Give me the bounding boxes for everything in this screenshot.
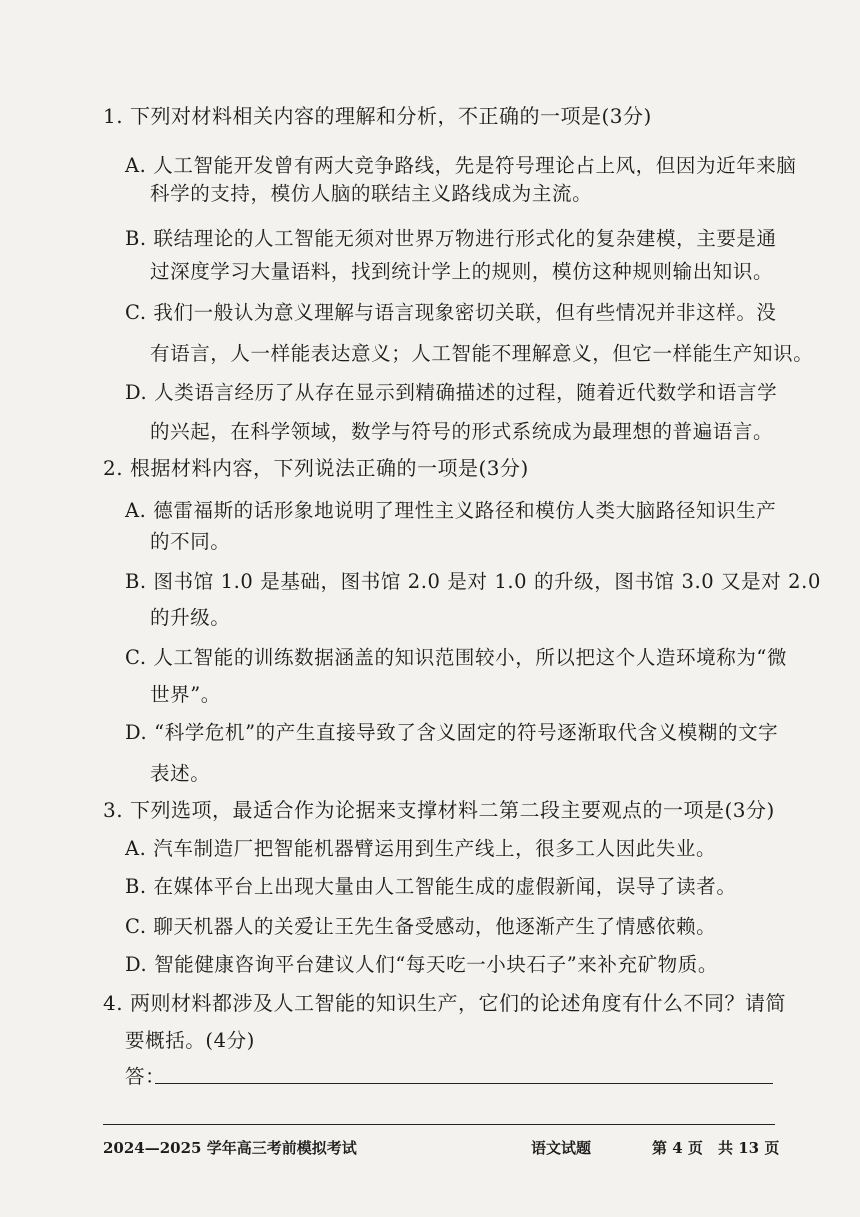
question-1-option-b-cont: 过深度学习大量语料，找到统计学上的规则，模仿这种规则输出知识。 bbox=[150, 260, 774, 283]
question-3-option-d: D. 智能健康咨询平台建议人们“每天吃一小块石子”来补充矿物质。 bbox=[125, 953, 718, 976]
question-2-option-b-cont: 的升级。 bbox=[150, 606, 231, 629]
question-1-option-c-cont: 有语言，人一样能表达意义；人工智能不理解意义，但它一样能生产知识。 bbox=[150, 342, 814, 365]
answer-line[interactable] bbox=[155, 1083, 773, 1084]
question-3-option-a: A. 汽车制造厂把智能机器臂运用到生产线上，很多工人因此失业。 bbox=[125, 837, 717, 860]
question-1-option-d-cont: 的兴起，在科学领域，数学与符号的形式系统成为最理想的普遍语言。 bbox=[150, 420, 774, 443]
footer-total-pages: 共 13 页 bbox=[718, 1139, 780, 1157]
footer-page-number: 第 4 页 bbox=[652, 1139, 703, 1157]
question-2-option-d-cont: 表述。 bbox=[150, 762, 211, 785]
question-1-option-a-cont: 科学的支持，模仿人脑的联结主义路线成为主流。 bbox=[150, 182, 593, 205]
question-1-option-b: B. 联结理论的人工智能无须对世界万物进行形式化的复杂建模，主要是通 bbox=[125, 227, 777, 250]
question-1-option-d: D. 人类语言经历了从存在显示到精确描述的过程，随着近代数学和语言学 bbox=[125, 381, 778, 404]
question-3-stem: 3. 下列选项，最适合作为论据来支撑材料二第二段主要观点的一项是(3分) bbox=[103, 798, 775, 822]
question-2-option-c-cont: 世界”。 bbox=[150, 683, 221, 706]
question-2-option-b: B. 图书馆 1.0 是基础，图书馆 2.0 是对 1.0 的升级，图书馆 3.0 又是对 2.0 bbox=[125, 570, 821, 593]
question-1-option-a: A. 人工智能开发曾有两大竞争路线，先是符号理论占上风，但因为近年来脑 bbox=[125, 154, 797, 177]
footer-divider bbox=[103, 1124, 775, 1125]
question-2-option-c: C. 人工智能的训练数据涵盖的知识范围较小，所以把这个人造环境称为“微 bbox=[125, 646, 788, 669]
question-3-option-c: C. 聊天机器人的关爱让王先生备受感动，他逐渐产生了情感依赖。 bbox=[125, 915, 717, 938]
question-2-option-d: D. “科学危机”的产生直接导致了含义固定的符号逐渐取代含义模糊的文字 bbox=[125, 721, 779, 744]
question-2-option-a-cont: 的不同。 bbox=[150, 530, 231, 553]
footer-exam-title: 2024—2025 学年高三考前模拟考试 bbox=[103, 1139, 357, 1157]
question-1-option-c: C. 我们一般认为意义理解与语言现象密切关联，但有些情况并非这样。没 bbox=[125, 301, 777, 324]
question-2-stem: 2. 根据材料内容，下列说法正确的一项是(3分) bbox=[103, 456, 529, 480]
answer-label: 答： bbox=[125, 1065, 166, 1088]
footer-subject: 语文试题 bbox=[531, 1139, 592, 1157]
question-1-stem: 1. 下列对材料相关内容的理解和分析，不正确的一项是(3分) bbox=[103, 104, 652, 128]
question-3-option-b: B. 在媒体平台上出现大量由人工智能生成的虚假新闻，误导了读者。 bbox=[125, 875, 737, 898]
question-4-stem-cont: 要概括。(4分) bbox=[125, 1029, 255, 1052]
question-2-option-a: A. 德雷福斯的话形象地说明了理性主义路径和模仿人类大脑路径知识生产 bbox=[125, 499, 777, 522]
question-4-stem: 4. 两则材料都涉及人工智能的知识生产，它们的论述角度有什么不同？请简 bbox=[103, 991, 786, 1015]
